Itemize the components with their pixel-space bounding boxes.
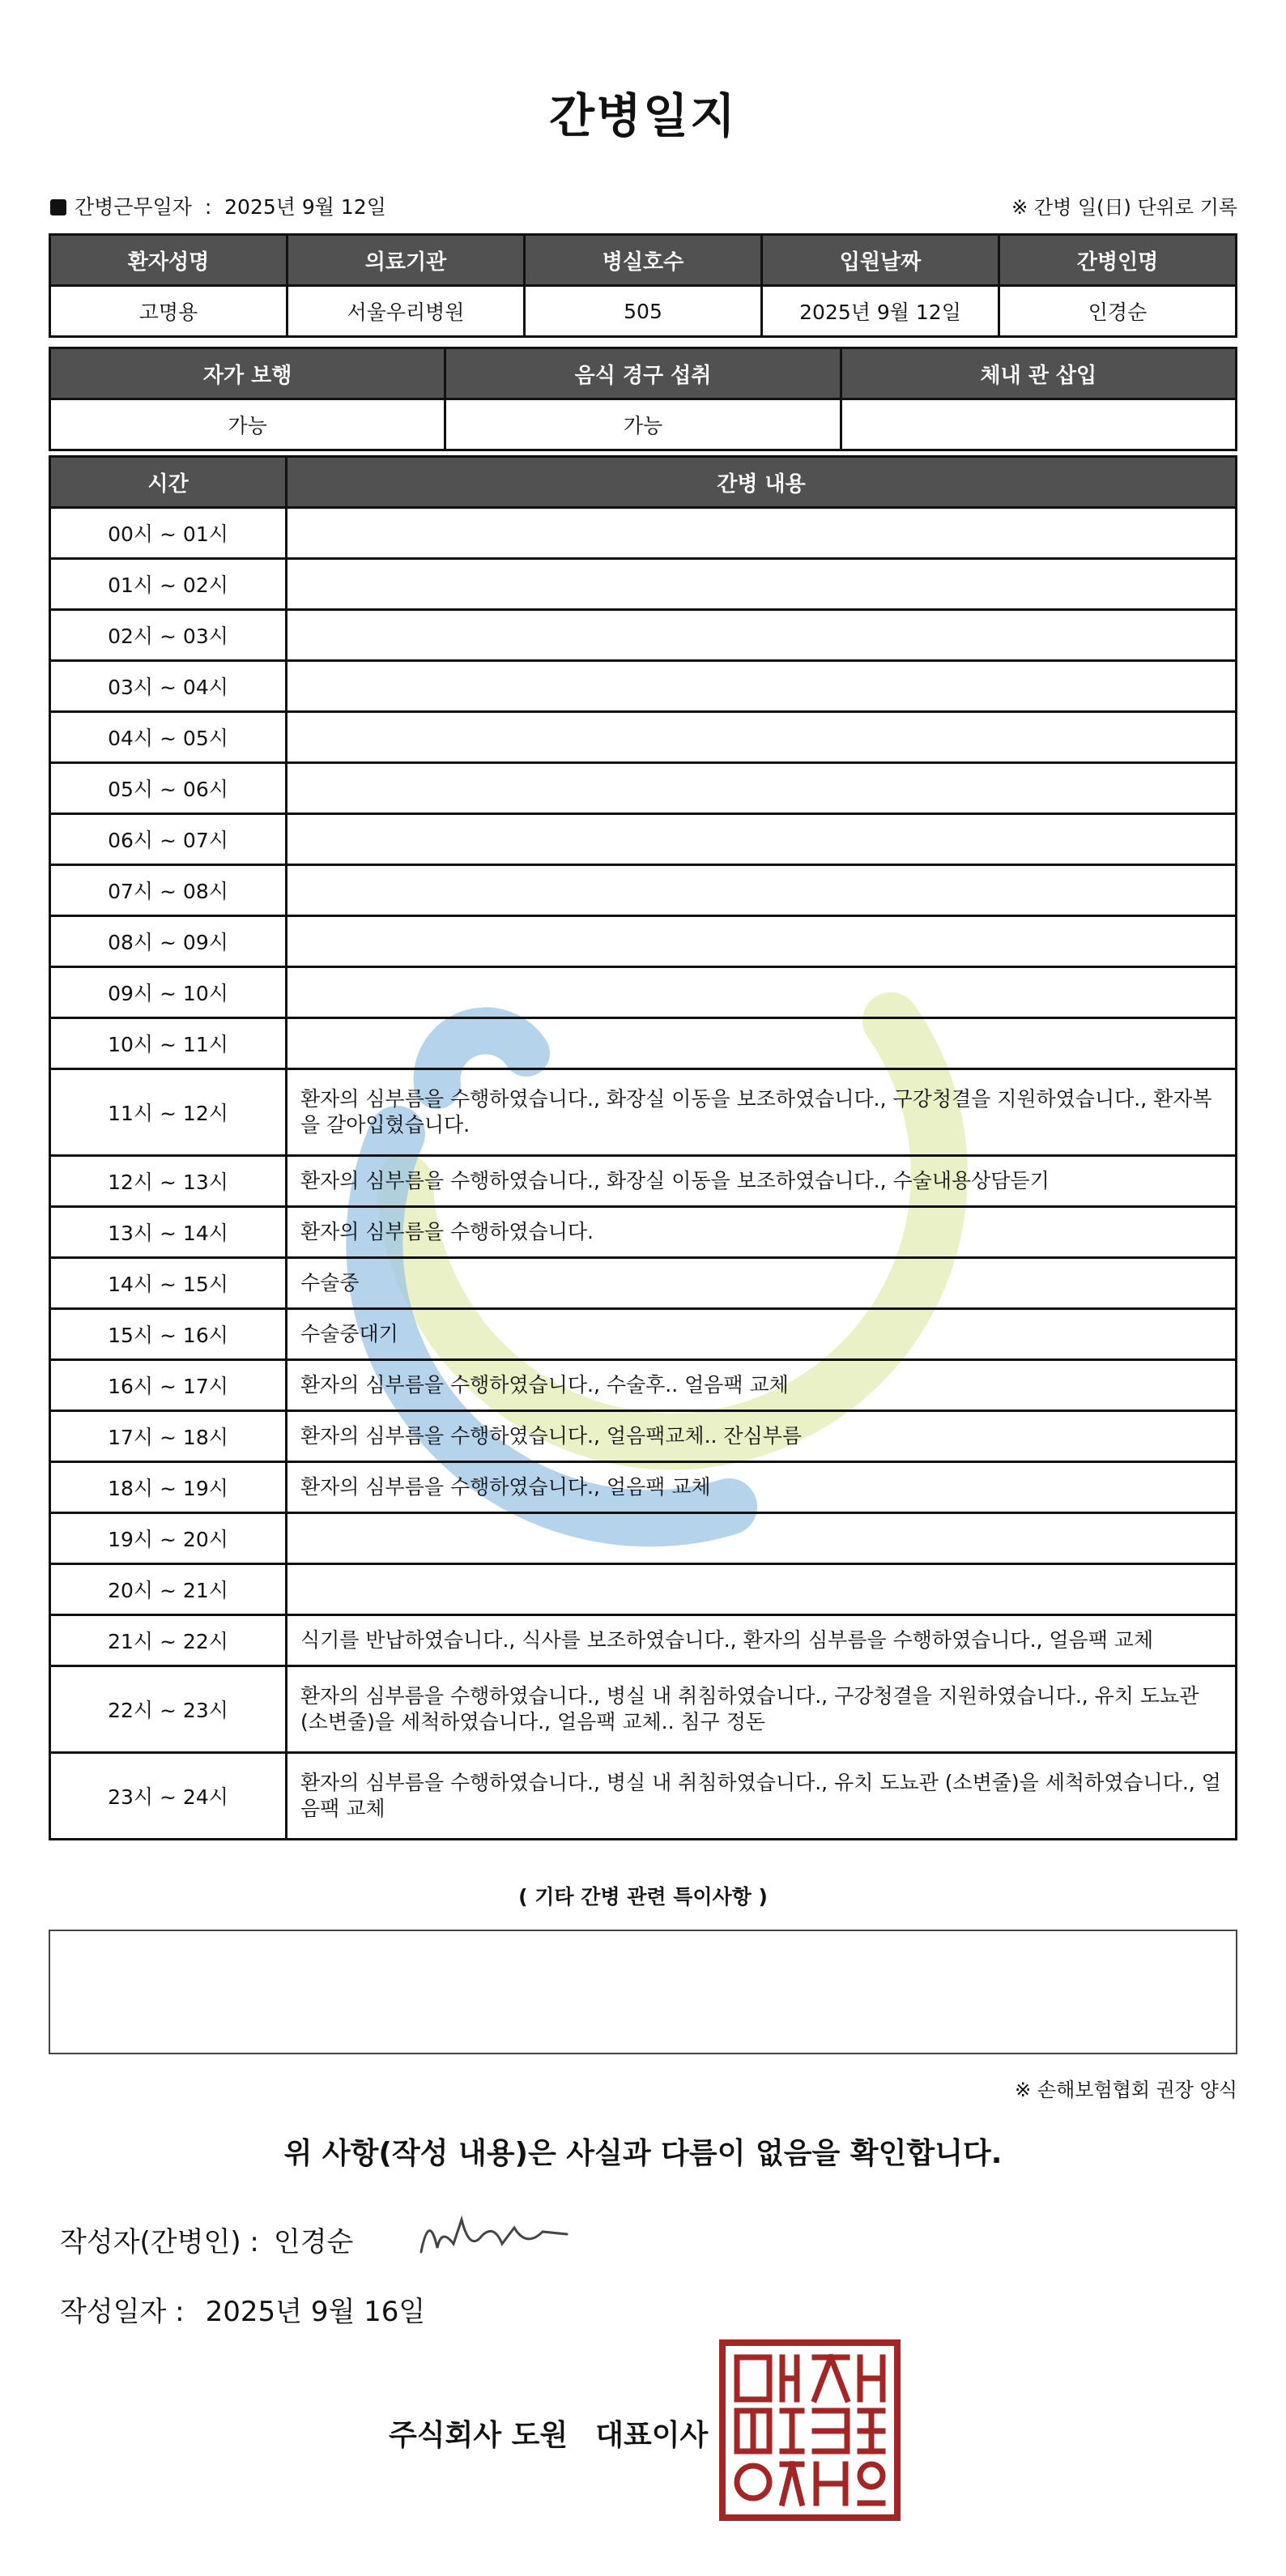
- time-slot: 04시 ~ 05시: [50, 712, 287, 763]
- work-date-label: 간병근무일자: [75, 195, 192, 219]
- time-slot: 22시 ~ 23시: [50, 1666, 287, 1753]
- hospital: 서울우리병원: [287, 286, 525, 337]
- write-date-line: [60, 2289, 425, 2329]
- care-content: 식기를 반납하였습니다., 식사를 보조하였습니다., 환자의 심부름을 수행하였습니다., 얼음팩 교체: [287, 1615, 1237, 1666]
- writer-label: 작성자(간병인) :: [60, 2226, 259, 2258]
- time-slot: 01시 ~ 02시: [50, 559, 287, 610]
- patient-status-table: [49, 347, 1237, 451]
- table-row: [50, 814, 1237, 865]
- table-row: [50, 1309, 1237, 1360]
- time-slot: 03시 ~ 04시: [50, 661, 287, 712]
- care-content: [287, 865, 1237, 916]
- table-row: [50, 763, 1237, 814]
- patient-info-table: [49, 233, 1237, 338]
- recommend-note: ※ 손해보험협회 권장 양식: [1015, 2079, 1237, 2101]
- care-content: 환자의 심부름을 수행하였습니다., 화장실 이동을 보조하였습니다., 수술내용상담듣기: [287, 1156, 1237, 1207]
- page-title: 간병일지: [548, 88, 738, 143]
- header-caregiver: 간병인명: [999, 235, 1237, 286]
- admission-date: 2025년 9월 12일: [762, 286, 999, 337]
- patient-name: 고명용: [50, 286, 287, 337]
- table-row: [50, 1069, 1237, 1156]
- time-slot: 16시 ~ 17시: [50, 1360, 287, 1411]
- time-slot: 20시 ~ 21시: [50, 1564, 287, 1615]
- care-log-table: [49, 455, 1237, 1840]
- time-slot: 11시 ~ 12시: [50, 1069, 287, 1156]
- seal-stamp-icon: [726, 2346, 894, 2514]
- time-slot: 21시 ~ 22시: [50, 1615, 287, 1666]
- table-row: [50, 1564, 1237, 1615]
- care-content: 환자의 심부름을 수행하였습니다., 병실 내 취침하였습니다., 유치 도뇨관 (소변줄)을 세척하였습니다., 얼음팩 교체: [287, 1753, 1237, 1840]
- table-row: [50, 1666, 1237, 1753]
- table-row: [50, 1207, 1237, 1258]
- time-slot: 06시 ~ 07시: [50, 814, 287, 865]
- care-content: 환자의 심부름을 수행하였습니다., 병실 내 취침하였습니다., 구강청결을 지원하였습니다., 유치 도뇨관 (소변줄)을 세척하였습니다., 얼음팩 교체.. 침구 정돈: [287, 1666, 1237, 1753]
- write-date-value: 2025년 9월 16일: [205, 2296, 426, 2328]
- company-line: [389, 2412, 708, 2454]
- care-content: [287, 712, 1237, 763]
- time-slot: 07시 ~ 08시: [50, 865, 287, 916]
- care-content: [287, 1513, 1237, 1564]
- care-content: [287, 559, 1237, 610]
- square-bullet-icon: [50, 199, 66, 215]
- time-slot: 13시 ~ 14시: [50, 1207, 287, 1258]
- care-content: 수술중: [287, 1258, 1237, 1309]
- care-content: 환자의 심부름을 수행하였습니다.: [287, 1207, 1237, 1258]
- care-content: [287, 1564, 1237, 1615]
- table-row: [50, 610, 1237, 661]
- care-content: [287, 916, 1237, 967]
- time-slot: 10시 ~ 11시: [50, 1018, 287, 1069]
- care-content: 환자의 심부름을 수행하였습니다., 수술후.. 얼음팩 교체: [287, 1360, 1237, 1411]
- handwritten-signature: [405, 2203, 591, 2268]
- company-name: 주식회사 도원: [389, 2419, 568, 2452]
- table-row: [50, 865, 1237, 916]
- oral-intake-value: 가능: [445, 399, 841, 450]
- work-date-value: 2025년 9월 12일: [224, 195, 386, 219]
- representative-title: 대표이사: [595, 2419, 709, 2452]
- time-slot: 00시 ~ 01시: [50, 508, 287, 559]
- time-slot: 17시 ~ 18시: [50, 1411, 287, 1462]
- table-row: [50, 916, 1237, 967]
- care-content: 수술중대기: [287, 1309, 1237, 1360]
- care-content: 환자의 심부름을 수행하였습니다., 화장실 이동을 보조하였습니다., 구강청결을 지원하였습니다., 환자복을 갈아입혔습니다.: [287, 1069, 1237, 1156]
- table-row: [50, 712, 1237, 763]
- time-slot: 05시 ~ 06시: [50, 763, 287, 814]
- table-row: [50, 1513, 1237, 1564]
- time-slot: 15시 ~ 16시: [50, 1309, 287, 1360]
- write-date-label: 작성일자 :: [60, 2296, 185, 2328]
- header-admission-date: 입원날짜: [762, 235, 999, 286]
- care-content: [287, 1018, 1237, 1069]
- table-row: [50, 1360, 1237, 1411]
- table-row: [50, 661, 1237, 712]
- header-tube-insertion: 체내 관 삽입: [841, 348, 1236, 399]
- table-row: [50, 1018, 1237, 1069]
- table-row: [50, 508, 1237, 559]
- unit-note: ※ 간병 일(日) 단위로 기록: [1011, 196, 1237, 219]
- tube-insertion-value: [841, 399, 1236, 450]
- care-content: 환자의 심부름을 수행하였습니다., 얼음팩 교체: [287, 1462, 1237, 1513]
- time-slot: 02시 ~ 03시: [50, 610, 287, 661]
- room-number: 505: [525, 286, 762, 337]
- writer-line: [60, 2220, 353, 2259]
- self-walking-value: 가능: [50, 399, 445, 450]
- care-content: [287, 967, 1237, 1018]
- care-content: 환자의 심부름을 수행하였습니다., 얼음팩교체.. 잔심부름: [287, 1411, 1237, 1462]
- time-slot: 09시 ~ 10시: [50, 967, 287, 1018]
- header-self-walking: 자가 보행: [50, 348, 445, 399]
- header-oral-intake: 음식 경구 섭취: [445, 348, 841, 399]
- time-slot: 18시 ~ 19시: [50, 1462, 287, 1513]
- caregiver-name: 인경순: [999, 286, 1237, 337]
- care-content: [287, 661, 1237, 712]
- table-row: [50, 559, 1237, 610]
- header-room: 병실호수: [525, 235, 762, 286]
- time-slot: 19시 ~ 20시: [50, 1513, 287, 1564]
- company-seal: [719, 2339, 901, 2521]
- time-slot: 12시 ~ 13시: [50, 1156, 287, 1207]
- time-slot: 14시 ~ 15시: [50, 1258, 287, 1309]
- confirmation-statement: 위 사항(작성 내용)은 사실과 다름이 없음을 확인합니다.: [283, 2137, 1003, 2170]
- care-content: [287, 763, 1237, 814]
- table-row: [50, 1411, 1237, 1462]
- time-slot: 08시 ~ 09시: [50, 916, 287, 967]
- header-patient-name: 환자성명: [50, 235, 287, 286]
- table-row: [50, 1615, 1237, 1666]
- notes-box: [49, 1930, 1237, 2054]
- table-row: [50, 1156, 1237, 1207]
- header-time: 시간: [50, 457, 287, 508]
- care-content: [287, 508, 1237, 559]
- table-row: [50, 967, 1237, 1018]
- work-date: [50, 191, 386, 220]
- time-slot: 23시 ~ 24시: [50, 1753, 287, 1840]
- header-care-content: 간병 내용: [287, 457, 1237, 508]
- header-hospital: 의료기관: [287, 235, 525, 286]
- table-row: [50, 1258, 1237, 1309]
- work-date-separator: :: [204, 195, 212, 219]
- notes-title: ( 기타 간병 관련 특이사항 ): [518, 1885, 768, 1909]
- care-content: [287, 610, 1237, 661]
- table-row: [50, 1753, 1237, 1840]
- writer-name: 인경순: [273, 2226, 354, 2258]
- table-row: [50, 1462, 1237, 1513]
- care-content: [287, 814, 1237, 865]
